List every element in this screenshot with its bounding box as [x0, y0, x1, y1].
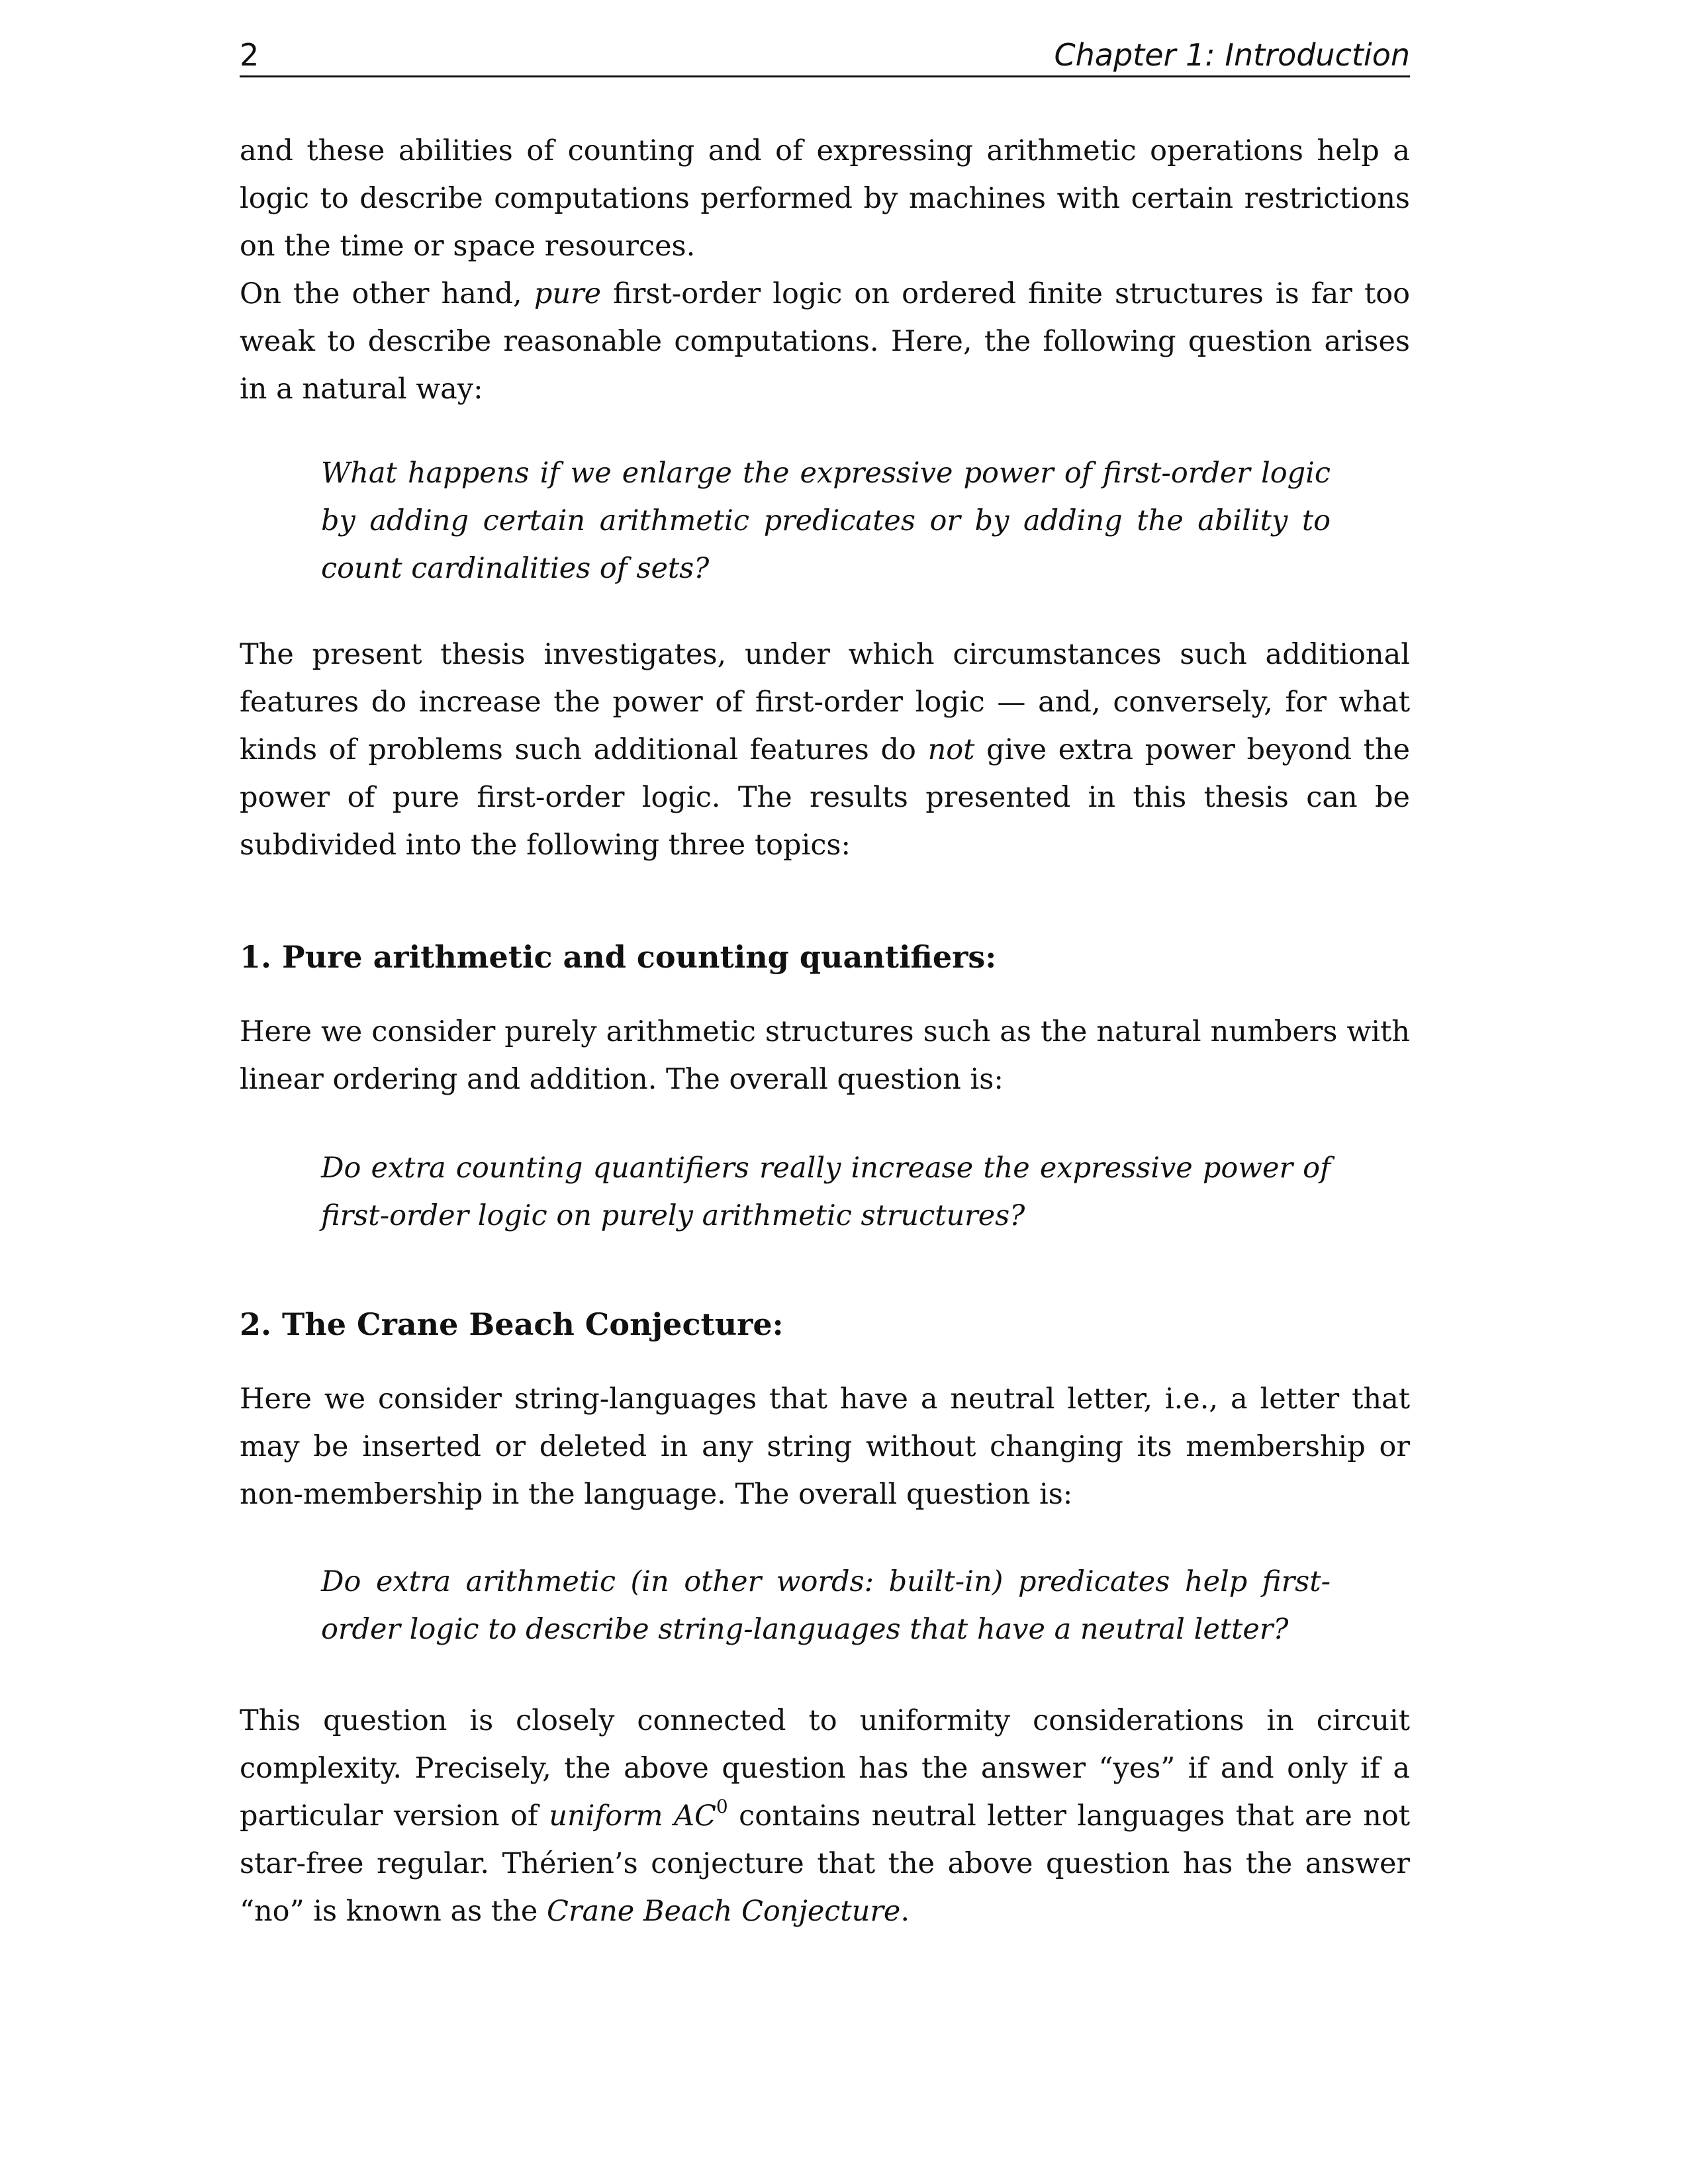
topic-1-text: [240, 1008, 1410, 1103]
intro-paragraph-1: [240, 127, 1410, 270]
conclusion-text-2: contains neutral letter languages that are not star-free regular. Thérien’s conjecture that the above question has the answer “no” is known as the: [240, 1799, 1410, 1928]
thesis-paragraph: [240, 631, 1410, 869]
thesis-text-start: The present thesis investigates, under which circumstances such additional features do increase the power of first-order logic — and, conversely, for what kinds of problems such additional features do: [240, 638, 1410, 766]
chapter-title: Chapter 1: Introduction: [1054, 37, 1410, 73]
topic-1-question-text: Do extra counting quantifiers really increase the expressive power of first-order logic on purely arithmetic structures?: [321, 1152, 1331, 1232]
conclusion-crane-beach: Crane Beach Conjecture: [546, 1895, 901, 1928]
running-header: [240, 34, 1410, 77]
conclusion-superscript: 0: [716, 1795, 728, 1817]
conclusion-text-3: .: [900, 1895, 910, 1928]
thesis-text-end: give extra power beyond the power of pure first-order logic. The results presented in this thesis can be subdivided into the following three topics:: [240, 733, 1410, 862]
intro-text-2-start: On the other hand,: [240, 277, 534, 310]
intro-text-1: and these abilities of counting and of expressing arithmetic operations help a logic to describe computations performed by machines with certain restrictions on the time or space resources.: [240, 134, 1410, 263]
main-question: [321, 449, 1331, 592]
topic-1-heading: 1. Pure arithmetic and counting quantifiers:: [240, 939, 997, 975]
topic-2-question-text: Do extra arithmetic (in other words: built-in) predicates help first-order logic to describe string-languages that have a neutral letter?: [321, 1565, 1331, 1646]
topic-2-body: Here we consider string-languages that have a neutral letter, i.e., a letter that may be inserted or deleted in any string without changing its membership or non-membership in the language. The overall question is:: [240, 1383, 1410, 1511]
thesis-emphasis-not: not: [927, 733, 975, 766]
topic-2-question: [321, 1558, 1331, 1653]
main-question-text: What happens if we enlarge the expressive power of first-order logic by adding certain arithmetic predicates or by adding the ability to count cardinalities of sets?: [321, 457, 1331, 585]
topic-2-heading: 2. The Crane Beach Conjecture:: [240, 1306, 784, 1342]
topic-1-body: Here we consider purely arithmetic structures such as the natural numbers with linear ordering and addition. The overall question is:: [240, 1015, 1410, 1096]
page-number: 2: [240, 37, 259, 73]
intro-paragraph-2: [240, 270, 1410, 413]
topic-1-question: [321, 1144, 1331, 1240]
conclusion-text-1: This question is closely connected to uniformity considerations in circuit complexity. Precisely, the above question has the answer “yes” if and only if a particular version of: [240, 1704, 1410, 1833]
conclusion-uniform-ac: uniform AC: [549, 1799, 716, 1833]
topic-2-conclusion: [240, 1697, 1410, 1935]
intro-text-2-end: first-order logic on ordered finite structures is far too weak to describe reasonable computations. Here, the following question arises in a natural way:: [240, 277, 1411, 406]
topic-2-text: [240, 1375, 1410, 1518]
intro-emphasis-pure: pure: [534, 277, 602, 310]
